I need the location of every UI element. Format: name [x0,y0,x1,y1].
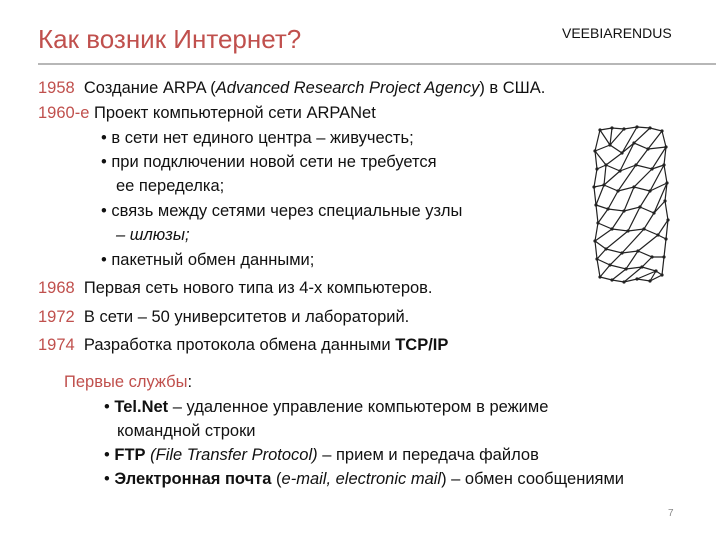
text-1972: В сети – 50 университетов и лабораторий. [83,308,410,326]
service-ftp-name: FTP [114,446,146,464]
bullet-survivability: • в сети нет единого центра – живучесть; [101,129,414,147]
service-telnet-cont: командной строки [117,422,256,440]
header-divider [38,63,716,65]
year-1968: 1968 [38,279,75,297]
history-1968 [38,278,433,298]
service-telnet-text: – удаленное управление компьютером в режиме [168,398,549,416]
service-email-bullet: • [104,470,115,488]
services-heading-colon: : [187,373,193,391]
bullet-packet-exchange: • пакетный обмен данными; [101,251,315,269]
service-ftp-italic: (File Transfer Protocol) [150,446,318,464]
history-1960 [38,103,376,123]
bullet-no-rework: • при подключении новой сети не требуется [101,153,437,171]
text-1958-italic: Advanced Research Project Agency [215,79,480,97]
service-telnet-bullet: • [104,398,115,416]
bullet-no-rework-cont: ее переделка; [116,177,225,195]
service-email-name: Электронная почта [114,470,272,488]
history-1958 [38,78,545,98]
brand-label: VEEBIARENDUS [562,25,672,41]
text-1958-b: ) в США. [479,79,546,97]
network-mesh-illustration [592,125,670,285]
year-1974: 1974 [38,336,75,354]
year-1972: 1972 [38,308,75,326]
service-ftp-text: – прием и передача файлов [317,446,539,464]
service-ftp-bullet: • [104,446,115,464]
network-links [594,127,668,282]
services-heading [64,372,192,392]
service-telnet [104,397,548,417]
service-email [104,469,624,489]
text-1958-a: Создание ARPA ( [83,79,216,97]
bullet-gateways-cont: – шлюзы; [116,226,190,244]
text-1974: Разработка протокола обмена данными [83,336,396,354]
history-1972 [38,307,409,327]
service-email-text: ) – обмен сообщениями [441,470,625,488]
history-1974 [38,335,448,355]
service-email-italic: e-mail, electronic mail [281,470,442,488]
year-1958: 1958 [38,79,75,97]
text-1968: Первая сеть нового типа из 4-х компьютеров. [83,279,433,297]
tcpip-label: TCP/IP [395,336,449,354]
page-number: 7 [668,508,674,519]
bullet-gateways: • связь между сетями через специальные узлы [101,202,463,220]
page-title: Как возник Интернет? [38,24,302,54]
service-telnet-name: Tel.Net [114,398,169,416]
service-ftp [104,445,539,465]
service-email-paren-open: ( [271,470,282,488]
year-1960: 1960-е [38,104,90,122]
text-1960: Проект компьютерной сети ARPANet [93,104,376,122]
services-heading-text: Первые службы [64,373,188,391]
